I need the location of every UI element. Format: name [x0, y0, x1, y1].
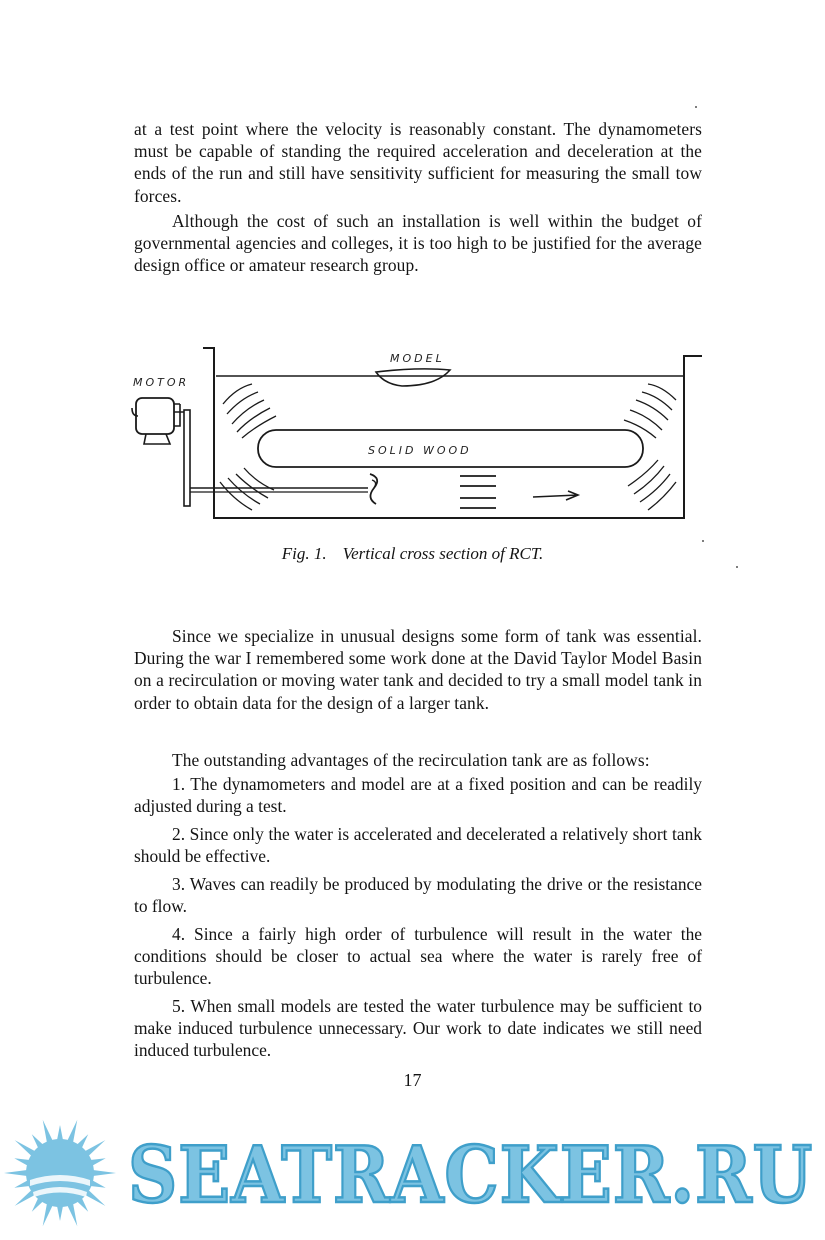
- turning-vanes-top-right: [624, 384, 676, 438]
- paragraph-installation-cost: Although the cost of such an installation is well within the budget of governmental agencies and colleges, it is too high to be justified for the average design office or amateur research group.: [134, 211, 702, 276]
- sun-ray: [14, 1158, 29, 1166]
- list-item-advantage-5: 5. When small models are tested the water turbulence may be sufficient to make induced turbulence unnecessary. Our work to date indicates we still need induced turbulence.: [134, 996, 702, 1061]
- flow-straightener: [460, 476, 496, 508]
- motor-base: [144, 434, 170, 444]
- sun-ray: [4, 1170, 27, 1176]
- sun-logo: [4, 1120, 116, 1227]
- turning-vanes-bottom-right: [628, 460, 676, 510]
- propeller: [370, 474, 377, 504]
- sun-ray: [85, 1140, 106, 1156]
- paragraph-unusual-designs: Since we specialize in unusual designs some form of tank was essential. During the war I remembered some work done at the David Taylor Model Basin on a recirculation or moving water tank and decided to try a small model tank in order to obtain data for the design of a larger tank.: [134, 626, 702, 713]
- sun-disc: [26, 1139, 94, 1207]
- turning-vanes-bottom-left: [220, 468, 274, 510]
- scan-speck: [736, 566, 738, 568]
- figure-caption: [0, 544, 825, 564]
- list-item-advantage-2: 2. Since only the water is accelerated and decelerated a relatively short tank should be effective.: [134, 824, 702, 867]
- page-number: 17: [403, 1070, 422, 1090]
- scan-speck: [702, 540, 704, 542]
- list-item-advantage-4: 4. Since a fairly high order of turbulence will result in the water the conditions should be closer to actual sea where the water is rarely free of turbulence.: [134, 924, 702, 989]
- flow-arrow: [533, 491, 578, 500]
- list-item-advantage-1: 1. The dynamometers and model are at a fixed position and can be readily adjusted during a test.: [134, 774, 702, 817]
- sun-ray: [43, 1203, 53, 1226]
- paragraph-test-point: at a test point where the velocity is reasonably constant. The dynamometers must be capable of standing the required acceleration and deceleration at the ends of the run and still have sensitivity sufficient for measuring the small tow forces.: [134, 119, 702, 206]
- paragraph-advantages-intro: The outstanding advantages of the recirculation tank are as follows:: [172, 750, 650, 770]
- drive-shaft-housing: [184, 410, 190, 506]
- solid-wood-label: SOLID WOOD: [368, 444, 472, 457]
- sun-ray: [14, 1180, 29, 1188]
- list-item-advantage-3: 3. Waves can readily be produced by modulating the drive or the resistance to flow.: [134, 874, 702, 917]
- model-label: MODEL: [390, 352, 445, 365]
- motor-body: [136, 398, 174, 434]
- figure-caption-label: Fig. 1.: [281, 544, 327, 563]
- sun-ray: [57, 1206, 63, 1221]
- turning-vanes-top-left: [223, 384, 276, 438]
- sun-ray: [93, 1170, 116, 1176]
- figure-caption-text: Vertical cross section of RCT.: [342, 544, 544, 563]
- model-hull: [376, 369, 450, 386]
- sun-ray: [85, 1190, 106, 1206]
- sun-ray: [90, 1158, 105, 1166]
- sun-ray: [15, 1140, 36, 1156]
- watermark-text: SEATRACKER.RU: [128, 1130, 813, 1221]
- motor-label: MOTOR: [133, 376, 190, 389]
- sun-ray: [67, 1120, 77, 1143]
- sun-ray: [67, 1203, 77, 1226]
- watermark: [0, 1118, 825, 1228]
- rct-cross-section-figure: [128, 340, 708, 530]
- sun-ray: [90, 1180, 105, 1188]
- sun-ray: [15, 1190, 36, 1206]
- sun-ray: [43, 1120, 53, 1143]
- scan-speck: [695, 106, 697, 108]
- sun-ray: [57, 1125, 63, 1140]
